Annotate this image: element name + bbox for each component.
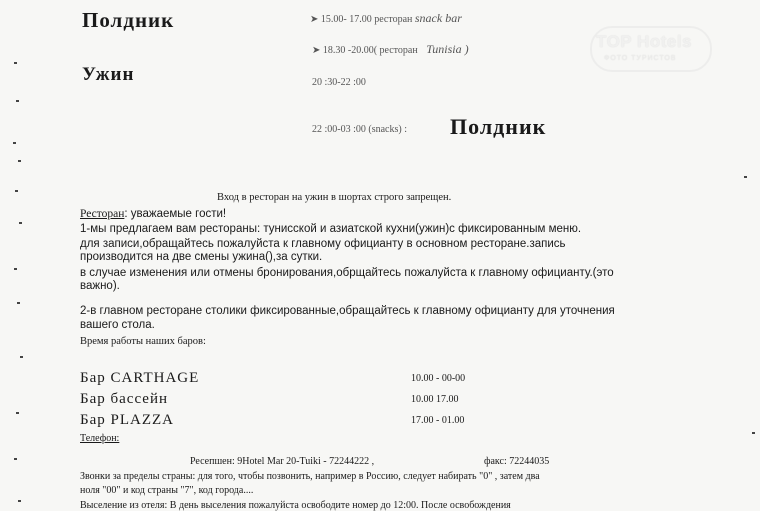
- restaurant-greeting: : уважаемые гости!: [124, 208, 227, 220]
- poldnik-time-2: [312, 42, 469, 57]
- poldnik-venue-1: snack bar: [414, 11, 462, 25]
- restaurant-heading: Ресторан: [80, 208, 125, 220]
- checkout-line: Выселение из отеля: В день выселения пожалуйста освободите номер до 12:00. После освобождения: [80, 500, 511, 511]
- bar-name-pool: Бар бассейн: [80, 391, 169, 407]
- watermark-brand: TOP Hotels: [596, 32, 693, 51]
- uzhin-label: Ужин: [82, 64, 135, 85]
- restaurant-p1-line5: важно).: [80, 280, 120, 292]
- bar-hours-plazza: 17.00 - 01.00: [411, 415, 465, 426]
- bar-hours-pool: 10.00 17.00: [411, 394, 459, 405]
- poldnik-label: Полдник: [82, 8, 175, 32]
- phone-reception: Ресепшен: 9Hotel Mar 20-Tuiki - 72244222 ,: [190, 456, 375, 467]
- night-time: 22 :00-03 :00 (snacks) :: [312, 124, 407, 135]
- bar-name-plazza: Бар PLAZZA: [80, 412, 175, 428]
- poldnik-time-2-text: 18.30 -20.00( ресторан: [322, 45, 418, 56]
- poldnik-venue-2: Tunisia ): [426, 42, 469, 56]
- restaurant-p1-line4: в случае изменения или отмены бронирования,обрщайтесь пожалуйста к главному официанту.(это: [80, 267, 614, 279]
- restaurant-p1-line1: 1-мы предлагаем вам рестораны: тунисской и азиатской кухни(ужин)с фиксированным меню.: [80, 223, 582, 235]
- poldnik-time-1-text: 15.00- 17.00 ресторан: [320, 14, 413, 25]
- bar-name-carthage: Бар CARTHAGE: [80, 370, 200, 386]
- restaurant-p2-line1: 2-в главном ресторане столики фиксированные,обращайтесь к главному официанту для уточнения: [80, 305, 615, 317]
- tophotels-watermark: [590, 26, 710, 70]
- bullet-icon: ➤: [312, 45, 323, 56]
- calls-line1: Звонки за пределы страны: для того, чтобы позвонить, например в Россию, следует набирать "0" , затем два: [80, 471, 540, 482]
- dress-code-notice: Вход в ресторан на ужин в шортах строго запрещен.: [217, 192, 452, 203]
- bars-heading: Время работы наших баров:: [80, 336, 206, 347]
- phone-heading: Телефон:: [80, 433, 120, 444]
- phone-fax: факс: 72244035: [484, 456, 550, 467]
- restaurant-p2-line2: вашего стола.: [80, 319, 155, 331]
- watermark-tagline: ФОТО ТУРИСТОВ: [604, 55, 677, 62]
- poldnik-time-1: [310, 11, 462, 26]
- restaurant-p1-line2: для записи,обращайтесь пожалуйста к главному официанту в основном ресторане.запись: [80, 238, 566, 250]
- night-label: Полдник: [450, 114, 547, 139]
- uzhin-time: 20 :30-22 :00: [312, 77, 366, 88]
- restaurant-heading-line: [80, 208, 226, 220]
- bar-hours-carthage: 10.00 - 00-00: [411, 373, 466, 384]
- restaurant-p1-line3: производится на две смены ужина(),за сутки.: [80, 251, 323, 263]
- calls-line2: ноля "00" и код страны "7", код города....: [80, 485, 254, 496]
- bullet-icon: ➤: [310, 14, 321, 25]
